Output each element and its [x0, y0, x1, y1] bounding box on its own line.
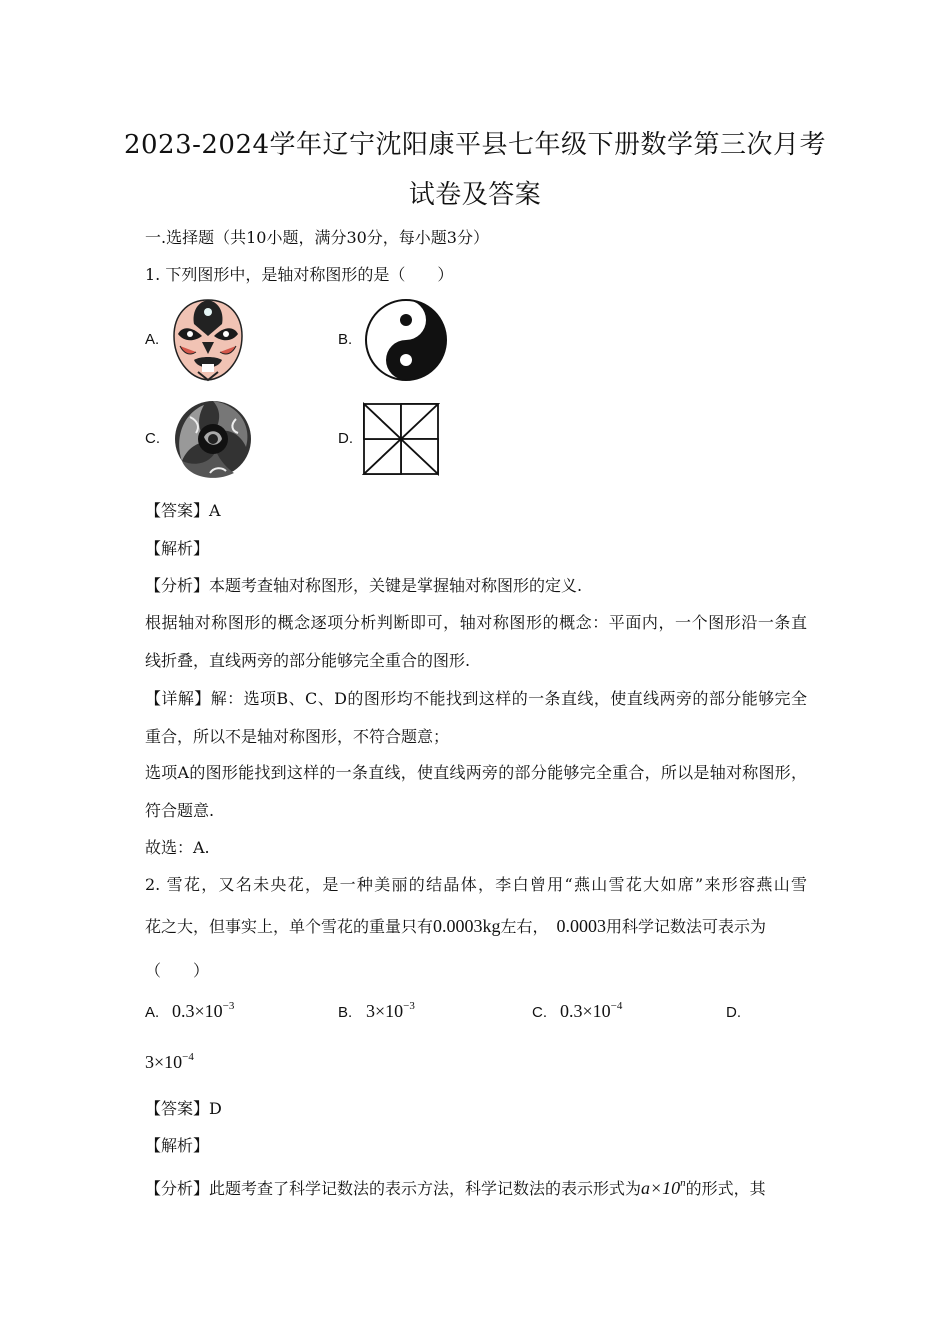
q2-text-c: 用科学记数法可表示为	[606, 917, 767, 936]
q2-mass-value: 0.0003kg	[433, 916, 501, 936]
question-2-line-1: 2. 雪花，又名未央花，是一种美丽的结晶体，李白曾用“燕山雪花大如席”来形容燕山雪	[145, 875, 807, 894]
q2-fenxi-formula: a×10	[641, 1178, 681, 1198]
q2-option-c-exp: −4	[610, 1000, 623, 1012]
pinwheel-figure	[362, 402, 440, 480]
q2-option-a-value	[172, 1000, 234, 1022]
option-c-label: C.	[145, 430, 160, 447]
q2-option-c-value	[560, 1000, 622, 1022]
opera-mask-figure	[168, 296, 248, 386]
q2-fenxi	[145, 1176, 807, 1199]
q1-analysis-heading: 【解析】	[145, 539, 210, 558]
q2-option-c-base: 0.3×10	[560, 1001, 611, 1021]
q2-option-c-label: C.	[532, 1004, 547, 1021]
q2-option-d-label: D.	[726, 1004, 741, 1021]
q2-option-a-base: 0.3×10	[172, 1001, 223, 1021]
q2-analysis-heading: 【解析】	[145, 1136, 210, 1155]
q2-text-a: 花之大，但事实上，单个雪花的重量只有	[145, 917, 434, 936]
q1-detail-line-3: 选项A的图形能找到这样的一条直线，使直线两旁的部分能够完全重合，所以是轴对称图形，	[145, 763, 807, 782]
q2-option-d-base: 3×10	[145, 1052, 183, 1072]
q2-option-d-exp: −4	[182, 1051, 194, 1063]
yin-yang-figure	[363, 298, 449, 386]
question-2-line-2	[145, 914, 807, 937]
q1-detail-line-2: 重合，所以不是轴对称图形，不符合题意；	[145, 727, 450, 746]
q1-detail-line-1: 【详解】解：选项B、C、D的图形均不能找到这样的一条直线，使直线两旁的部分能够完全	[145, 689, 807, 708]
q1-choose: 故选：A.	[145, 838, 210, 857]
option-b-label: B.	[338, 331, 353, 348]
q2-answer: 【答案】D	[145, 1099, 222, 1118]
option-a-label: A.	[145, 331, 160, 348]
q2-option-a-label: A.	[145, 1004, 160, 1021]
q2-option-b-value	[366, 1000, 415, 1022]
q2-fenxi-exp: n	[680, 1177, 686, 1189]
q2-number: 0.0003	[556, 916, 607, 936]
q2-fenxi-text-b: 的形式，其	[685, 1179, 766, 1198]
q2-option-d-value	[145, 1051, 194, 1073]
section-heading: 一.选择题（共10小题，满分30分，每小题3分）	[145, 228, 489, 247]
q2-option-b-label: B.	[338, 1004, 353, 1021]
swirl-figure	[170, 397, 256, 485]
question-1-stem: 1. 下列图形中，是轴对称图形的是（ ）	[145, 265, 454, 284]
q2-option-b-base: 3×10	[366, 1001, 404, 1021]
q1-concept-line-2: 线折叠，直线两旁的部分能够完全重合的图形.	[145, 651, 471, 670]
q2-option-b-exp: −3	[403, 1000, 415, 1012]
document-title-line-2: 试卷及答案	[408, 180, 542, 210]
q2-option-a-exp: −3	[222, 1000, 235, 1012]
document-title-line-1: 2023-2024学年辽宁沈阳康平县七年级下册数学第三次月考	[123, 130, 827, 160]
q1-concept-line-1: 根据轴对称图形的概念逐项分析判断即可，轴对称图形的概念：平面内，一个图形沿一条直	[145, 613, 807, 632]
q1-fenxi: 【分析】本题考查轴对称图形，关键是掌握轴对称图形的定义.	[145, 576, 583, 595]
q1-detail-line-4: 符合题意.	[145, 801, 215, 820]
question-2-line-3: （ ）	[145, 961, 210, 980]
q1-answer: 【答案】A	[145, 501, 221, 520]
q2-fenxi-text-a: 【分析】此题考查了科学记数法的表示方法，科学记数法的表示形式为	[145, 1179, 642, 1198]
q2-text-b: 左右，	[500, 917, 549, 936]
option-d-label: D.	[338, 430, 353, 447]
